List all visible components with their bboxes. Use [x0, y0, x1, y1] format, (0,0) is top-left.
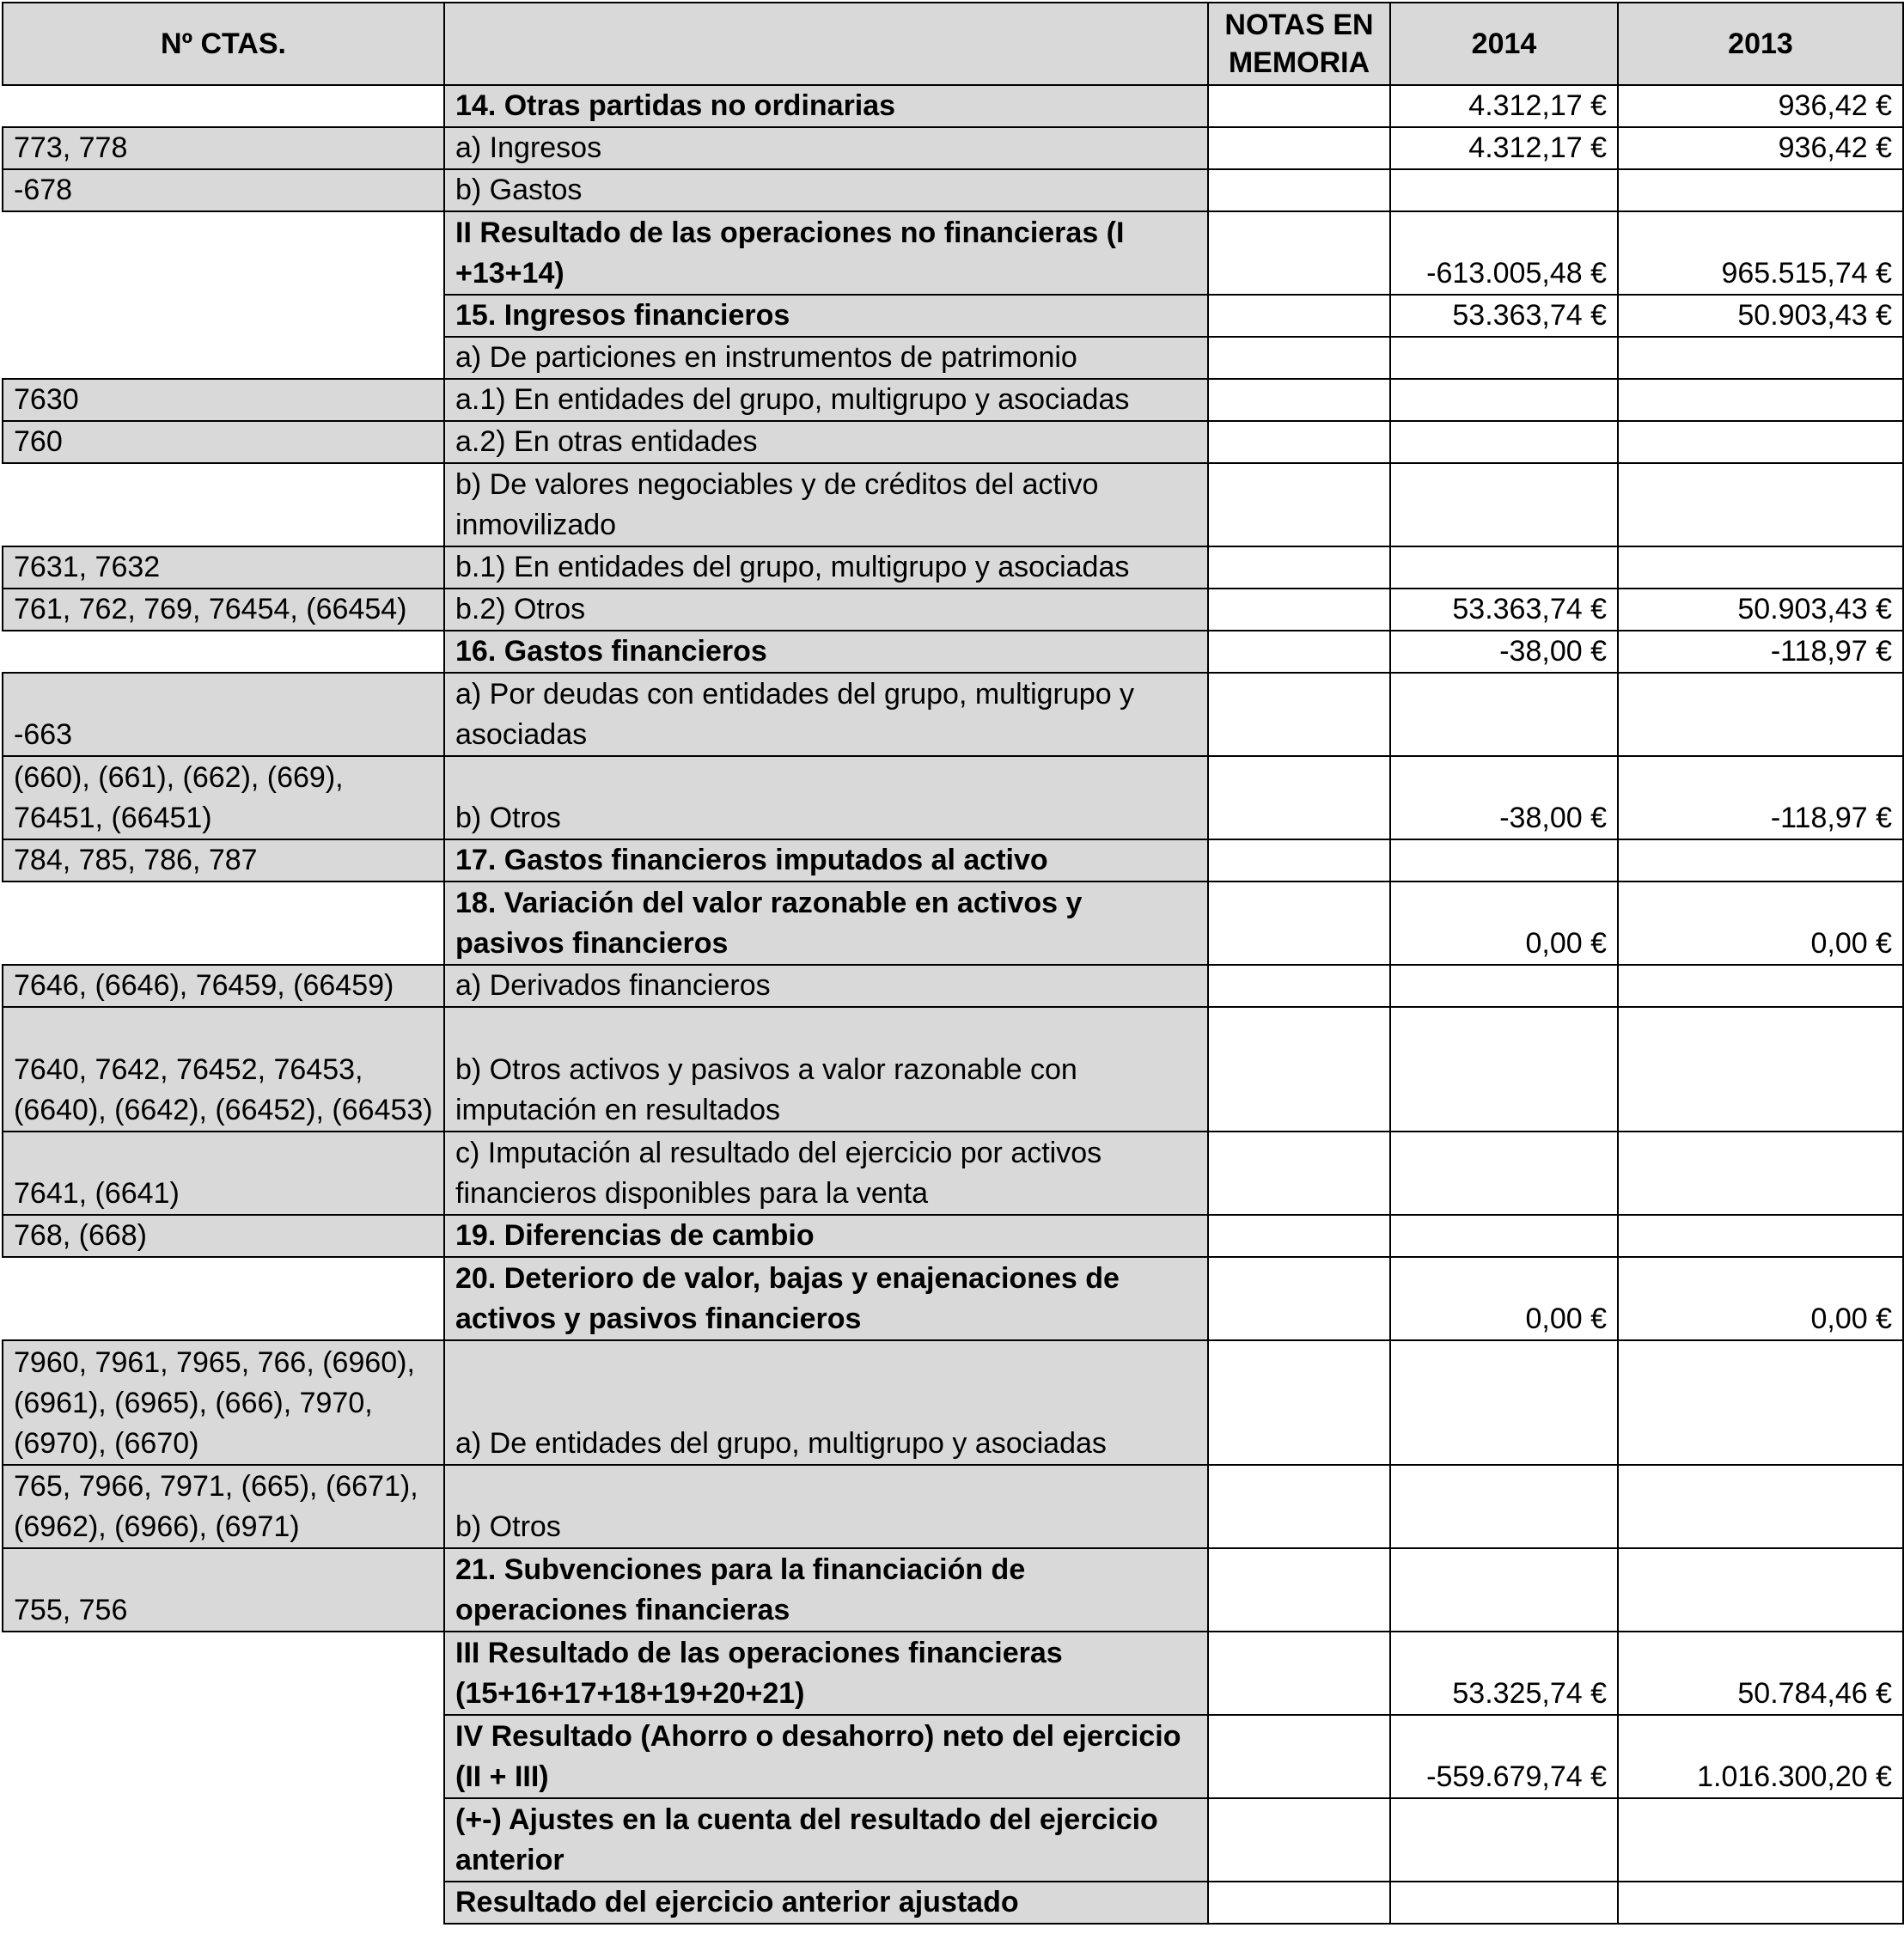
cell-value-2014 [1390, 1882, 1618, 1924]
cell-value-2013: 965.515,74 € [1618, 211, 1903, 295]
cell-description: a) De particiones en instrumentos de patrimonio [444, 337, 1208, 379]
cell-description: a) Derivados financieros [444, 965, 1208, 1007]
table-row [3, 1257, 1903, 1340]
cell-description: 19. Diferencias de cambio [444, 1215, 1208, 1257]
cell-description: 17. Gastos financieros imputados al activo [444, 839, 1208, 881]
table-row [3, 589, 1903, 631]
table-row [3, 1548, 1903, 1632]
cell-ctas [3, 463, 444, 546]
table-row [3, 211, 1903, 295]
cell-value-2013 [1618, 965, 1903, 1007]
cell-value-2014: 53.363,74 € [1390, 589, 1618, 631]
cell-notas [1208, 965, 1390, 1007]
cell-value-2014 [1390, 1340, 1618, 1465]
cell-notas [1208, 546, 1390, 589]
cell-value-2013: -118,97 € [1618, 631, 1903, 673]
cell-value-2013: 50.903,43 € [1618, 589, 1903, 631]
table-row [3, 756, 1903, 839]
table-row [3, 839, 1903, 881]
table-row [3, 631, 1903, 673]
cell-notas [1208, 1465, 1390, 1548]
cell-notas [1208, 589, 1390, 631]
table-row [3, 1632, 1903, 1715]
cell-value-2013 [1618, 1465, 1903, 1548]
cell-ctas [3, 211, 444, 295]
cell-value-2014: 4.312,17 € [1390, 85, 1618, 127]
cell-ctas: 765, 7966, 7971, (665), (6671), (6962), (6966), (6971) [3, 1465, 444, 1548]
cell-value-2014: 0,00 € [1390, 881, 1618, 965]
cell-ctas: 7646, (6646), 76459, (66459) [3, 965, 444, 1007]
cell-ctas [3, 1798, 444, 1882]
cell-description: III Resultado de las operaciones financieras (15+16+17+18+19+20+21) [444, 1632, 1208, 1715]
cell-description: Resultado del ejercicio anterior ajustado [444, 1882, 1208, 1924]
cell-ctas: 768, (668) [3, 1215, 444, 1257]
cell-ctas: 7641, (6641) [3, 1132, 444, 1215]
cell-value-2014: 4.312,17 € [1390, 127, 1618, 169]
cell-value-2014 [1390, 839, 1618, 881]
cell-value-2013 [1618, 839, 1903, 881]
cell-ctas [3, 631, 444, 673]
cell-value-2013 [1618, 673, 1903, 756]
cell-value-2014 [1390, 1132, 1618, 1215]
cell-value-2013 [1618, 1215, 1903, 1257]
cell-value-2013: 0,00 € [1618, 1257, 1903, 1340]
cell-description: II Resultado de las operaciones no financieras (I +13+14) [444, 211, 1208, 295]
cell-description: a.2) En otras entidades [444, 421, 1208, 463]
cell-value-2013: 1.016.300,20 € [1618, 1715, 1903, 1798]
cell-description: (+-) Ajustes en la cuenta del resultado del ejercicio anterior [444, 1798, 1208, 1882]
cell-ctas [3, 881, 444, 965]
cell-value-2014 [1390, 1798, 1618, 1882]
header-year-2014: 2014 [1390, 3, 1618, 85]
cell-value-2014 [1390, 1007, 1618, 1132]
cell-value-2013 [1618, 463, 1903, 546]
income-statement-table [2, 2, 1904, 1925]
table-row [3, 546, 1903, 589]
table-row [3, 1465, 1903, 1548]
table-row [3, 1132, 1903, 1215]
cell-value-2013: 0,00 € [1618, 881, 1903, 965]
header-description [444, 3, 1208, 85]
table-row [3, 673, 1903, 756]
cell-notas [1208, 1215, 1390, 1257]
cell-value-2013 [1618, 1882, 1903, 1924]
cell-value-2014 [1390, 169, 1618, 211]
cell-value-2013 [1618, 379, 1903, 421]
cell-description: b) Otros [444, 1465, 1208, 1548]
cell-description: b.2) Otros [444, 589, 1208, 631]
cell-notas [1208, 839, 1390, 881]
header-notas: NOTAS EN MEMORIA [1208, 3, 1390, 85]
cell-value-2014 [1390, 1215, 1618, 1257]
cell-notas [1208, 1798, 1390, 1882]
cell-description: 16. Gastos financieros [444, 631, 1208, 673]
cell-value-2014 [1390, 379, 1618, 421]
cell-notas [1208, 379, 1390, 421]
cell-ctas: 7630 [3, 379, 444, 421]
cell-value-2014 [1390, 463, 1618, 546]
table-row [3, 1715, 1903, 1798]
cell-description: 21. Subvenciones para la financiación de operaciones financieras [444, 1548, 1208, 1632]
table-row [3, 1882, 1903, 1924]
cell-value-2013: 936,42 € [1618, 127, 1903, 169]
cell-value-2013 [1618, 421, 1903, 463]
cell-description: b) Otros activos y pasivos a valor razonable con imputación en resultados [444, 1007, 1208, 1132]
cell-value-2014 [1390, 673, 1618, 756]
cell-notas [1208, 1632, 1390, 1715]
cell-notas [1208, 756, 1390, 839]
cell-ctas: (660), (661), (662), (669), 76451, (66451) [3, 756, 444, 839]
cell-value-2014 [1390, 965, 1618, 1007]
table-row [3, 463, 1903, 546]
cell-ctas: 760 [3, 421, 444, 463]
cell-ctas: -663 [3, 673, 444, 756]
table-row [3, 295, 1903, 337]
table-row [3, 965, 1903, 1007]
cell-ctas [3, 1257, 444, 1340]
cell-value-2014 [1390, 1465, 1618, 1548]
cell-ctas: 773, 778 [3, 127, 444, 169]
cell-description: 18. Variación del valor razonable en activos y pasivos financieros [444, 881, 1208, 965]
table-row [3, 379, 1903, 421]
cell-notas [1208, 85, 1390, 127]
cell-ctas [3, 1632, 444, 1715]
cell-value-2013 [1618, 1007, 1903, 1132]
cell-value-2013 [1618, 1798, 1903, 1882]
cell-description: b) Otros [444, 756, 1208, 839]
table-row [3, 1215, 1903, 1257]
cell-notas [1208, 463, 1390, 546]
cell-value-2014 [1390, 421, 1618, 463]
cell-notas [1208, 1007, 1390, 1132]
cell-description: a) Por deudas con entidades del grupo, multigrupo y asociadas [444, 673, 1208, 756]
cell-value-2014: -38,00 € [1390, 756, 1618, 839]
cell-ctas [3, 1715, 444, 1798]
cell-description: 15. Ingresos financieros [444, 295, 1208, 337]
header-row [3, 3, 1903, 85]
cell-description: b) Gastos [444, 169, 1208, 211]
cell-value-2014: -38,00 € [1390, 631, 1618, 673]
cell-value-2013 [1618, 1132, 1903, 1215]
cell-value-2013: -118,97 € [1618, 756, 1903, 839]
cell-notas [1208, 1132, 1390, 1215]
cell-value-2014 [1390, 1548, 1618, 1632]
cell-ctas [3, 1882, 444, 1924]
table-row [3, 337, 1903, 379]
cell-description: a) De entidades del grupo, multigrupo y asociadas [444, 1340, 1208, 1465]
cell-notas [1208, 1715, 1390, 1798]
table-row [3, 85, 1903, 127]
cell-ctas: 784, 785, 786, 787 [3, 839, 444, 881]
cell-notas [1208, 881, 1390, 965]
table-row [3, 881, 1903, 965]
cell-value-2014 [1390, 337, 1618, 379]
cell-notas [1208, 337, 1390, 379]
cell-description: 20. Deterioro de valor, bajas y enajenaciones de activos y pasivos financieros [444, 1257, 1208, 1340]
cell-notas [1208, 1340, 1390, 1465]
header-year-2013: 2013 [1618, 3, 1903, 85]
cell-notas [1208, 169, 1390, 211]
cell-ctas [3, 85, 444, 127]
cell-notas [1208, 127, 1390, 169]
table-row [3, 1340, 1903, 1465]
cell-value-2014 [1390, 546, 1618, 589]
cell-ctas: -678 [3, 169, 444, 211]
cell-ctas: 7960, 7961, 7965, 766, (6960), (6961), (6965), (666), 7970, (6970), (6670) [3, 1340, 444, 1465]
cell-notas [1208, 1548, 1390, 1632]
cell-ctas [3, 337, 444, 379]
cell-description: IV Resultado (Ahorro o desahorro) neto del ejercicio (II + III) [444, 1715, 1208, 1798]
cell-description: a) Ingresos [444, 127, 1208, 169]
cell-notas [1208, 1257, 1390, 1340]
cell-ctas: 755, 756 [3, 1548, 444, 1632]
cell-notas [1208, 673, 1390, 756]
cell-description: b.1) En entidades del grupo, multigrupo y asociadas [444, 546, 1208, 589]
table-row [3, 1798, 1903, 1882]
cell-value-2013 [1618, 169, 1903, 211]
table-row [3, 421, 1903, 463]
cell-value-2013 [1618, 1548, 1903, 1632]
cell-value-2013: 50.784,46 € [1618, 1632, 1903, 1715]
cell-description: 14. Otras partidas no ordinarias [444, 85, 1208, 127]
cell-ctas [3, 295, 444, 337]
cell-ctas: 761, 762, 769, 76454, (66454) [3, 589, 444, 631]
cell-value-2014: 53.363,74 € [1390, 295, 1618, 337]
cell-value-2013: 50.903,43 € [1618, 295, 1903, 337]
cell-notas [1208, 631, 1390, 673]
cell-ctas: 7640, 7642, 76452, 76453, (6640), (6642), (66452), (66453) [3, 1007, 444, 1132]
cell-value-2014: 0,00 € [1390, 1257, 1618, 1340]
table-row [3, 169, 1903, 211]
header-ctas: Nº CTAS. [3, 3, 444, 85]
cell-value-2013 [1618, 1340, 1903, 1465]
cell-notas [1208, 211, 1390, 295]
cell-value-2013 [1618, 337, 1903, 379]
cell-value-2013: 936,42 € [1618, 85, 1903, 127]
cell-notas [1208, 421, 1390, 463]
table-row [3, 1007, 1903, 1132]
cell-description: b) De valores negociables y de créditos del activo inmovilizado [444, 463, 1208, 546]
cell-description: a.1) En entidades del grupo, multigrupo y asociadas [444, 379, 1208, 421]
cell-ctas: 7631, 7632 [3, 546, 444, 589]
cell-value-2014: -559.679,74 € [1390, 1715, 1618, 1798]
cell-value-2014: 53.325,74 € [1390, 1632, 1618, 1715]
table-row [3, 127, 1903, 169]
cell-notas [1208, 1882, 1390, 1924]
cell-description: c) Imputación al resultado del ejercicio por activos financieros disponibles para la venta [444, 1132, 1208, 1215]
cell-value-2014: -613.005,48 € [1390, 211, 1618, 295]
cell-value-2013 [1618, 546, 1903, 589]
cell-notas [1208, 295, 1390, 337]
